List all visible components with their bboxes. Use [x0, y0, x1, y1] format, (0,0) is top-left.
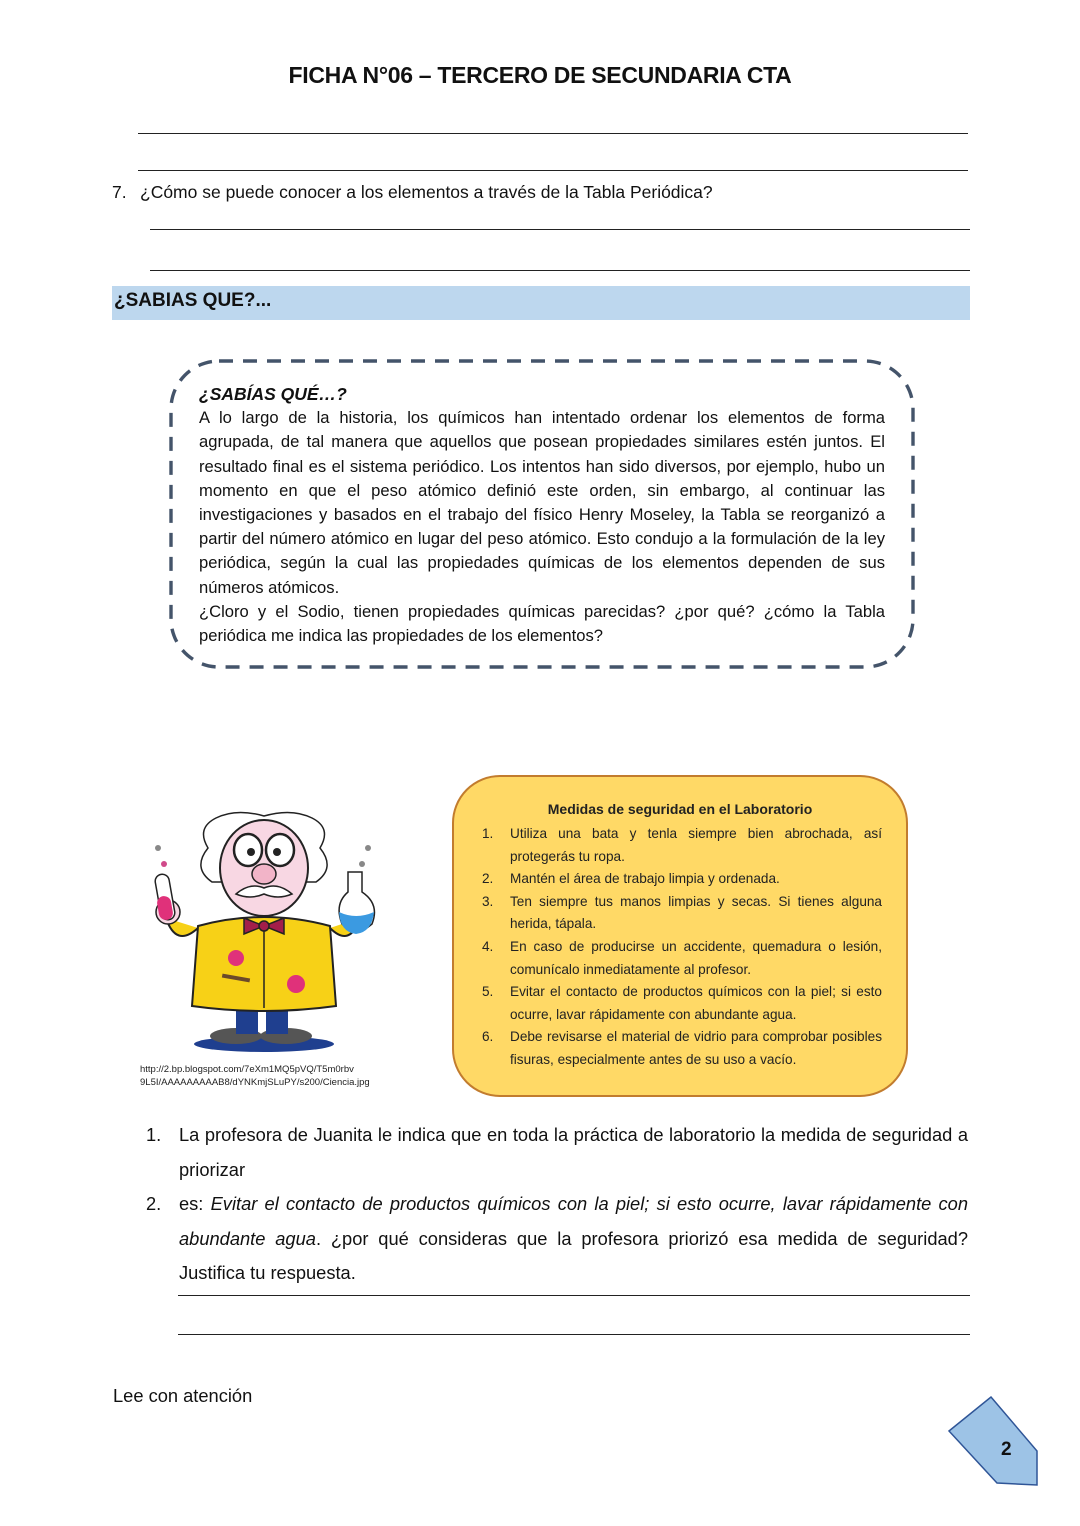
callout-paragraph: A lo largo de la historia, los químicos han intentado ordenar los elementos de forma agrupada, de tal manera que aquellos que posean propiedades similares estén juntos. El resultado final es el sistema periódico. Los intentos han sido diversos, por ejemplo, hubo un momento en que el peso atómico definió este orden, sin embargo, al continuar las investigaciones y basados en el trabajo del físico Henry Moseley, la Tabla se reorganizó a partir del número atómico en lugar del peso atómico. Esto condujo a la formulación de la ley periódica, según la cual las propiedades químicas de los elementos dependen de sus números atómicos.	[199, 408, 885, 597]
sabias-content	[199, 382, 885, 648]
safety-rules-box	[452, 775, 908, 1097]
safety-item	[482, 981, 882, 1026]
caption-line: http://2.bp.blogspot.com/7eXm1MQ5pVQ/T5m0rbv	[140, 1064, 354, 1075]
question-text: La profesora de Juanita le indica que en toda la práctica de laboratorio la medida de seguridad a priorizar	[179, 1124, 968, 1180]
safety-item	[482, 868, 882, 891]
pentagon-arrow-icon	[945, 1395, 1041, 1487]
question-7	[112, 182, 713, 203]
item-number: 6.	[482, 1029, 494, 1045]
item-text: Debe revisarse el material de vidrio para comprobar posibles fisuras, especialmente antes de su uso a vacío.	[510, 1029, 882, 1067]
callout-question: ¿Cloro y el Sodio, tienen propiedades químicas parecidas? ¿por qué? ¿cómo la Tabla periódica me indica las propiedades de los elementos?	[199, 601, 885, 646]
scientist-icon	[136, 808, 386, 1056]
safety-item	[482, 891, 882, 936]
question-item	[146, 1118, 968, 1187]
safety-list	[482, 823, 882, 1072]
safety-item	[482, 1026, 882, 1071]
item-text: Evitar el contacto de productos químicos con la piel; si esto ocurre, lavar rápidamente con abundante agua.	[510, 984, 882, 1022]
banner-label: ¿SABIAS QUE?...	[114, 290, 272, 311]
footer-instruction: Lee con atención	[113, 1385, 253, 1406]
item-text: Mantén el área de trabajo limpia y ordenada.	[510, 871, 780, 887]
item-number: 2.	[482, 871, 494, 887]
page-title: FICHA N°06 – TERCERO DE SECUNDARIA CTA	[288, 62, 792, 88]
safety-item	[482, 823, 882, 868]
question-text: . ¿por qué consideras que la profesora priorizó esa medida de seguridad? Justifica tu respuesta.	[179, 1227, 968, 1284]
answer-line[interactable]	[150, 229, 970, 230]
callout-heading: ¿SABÍAS QUÉ…?	[199, 384, 347, 404]
scientist-illustration	[136, 808, 386, 1056]
answer-line[interactable]	[150, 270, 970, 271]
section-banner	[112, 286, 970, 320]
safety-title: Medidas de seguridad en el Laboratorio	[547, 801, 813, 817]
answer-line[interactable]	[138, 170, 968, 171]
question-list	[146, 1118, 968, 1291]
quoted-rule: Evitar el contacto de productos químicos con la piel; si esto ocurre, lavar rápidamente con abundante agua	[179, 1193, 968, 1249]
item-number: 4.	[482, 938, 494, 954]
answer-line[interactable]	[138, 133, 968, 134]
answer-line[interactable]	[178, 1334, 970, 1335]
item-text: En caso de producirse un accidente, quemadura o lesión, comunícalo inmediatamente al profesor.	[510, 938, 882, 977]
question-text: ¿Cómo se puede conocer a los elementos a través de la Tabla Periódica?	[140, 182, 713, 202]
question-number: 2.	[146, 1193, 162, 1215]
question-number: 1.	[146, 1124, 162, 1145]
question-item	[146, 1187, 968, 1291]
page-number-badge	[945, 1395, 1041, 1487]
image-caption	[140, 1063, 370, 1089]
page-number: 2	[1001, 1439, 1012, 1460]
safety-item	[482, 936, 882, 981]
item-number: 1.	[482, 826, 494, 841]
item-number: 3.	[482, 893, 494, 909]
answer-line[interactable]	[178, 1295, 970, 1296]
item-text: Utiliza una bata y tenla siempre bien abrochada, así protegerás tu ropa.	[510, 826, 882, 864]
caption-line: 9L5I/AAAAAAAAAB8/dYNKmjSLuPY/s200/Ciencia.jpg	[140, 1077, 370, 1088]
question-prefix: es:	[179, 1193, 211, 1215]
item-text: Ten siempre tus manos limpias y secas. Si tienes alguna herida, tápala.	[510, 893, 882, 932]
question-number: 7.	[112, 182, 127, 202]
item-number: 5.	[482, 984, 494, 1000]
